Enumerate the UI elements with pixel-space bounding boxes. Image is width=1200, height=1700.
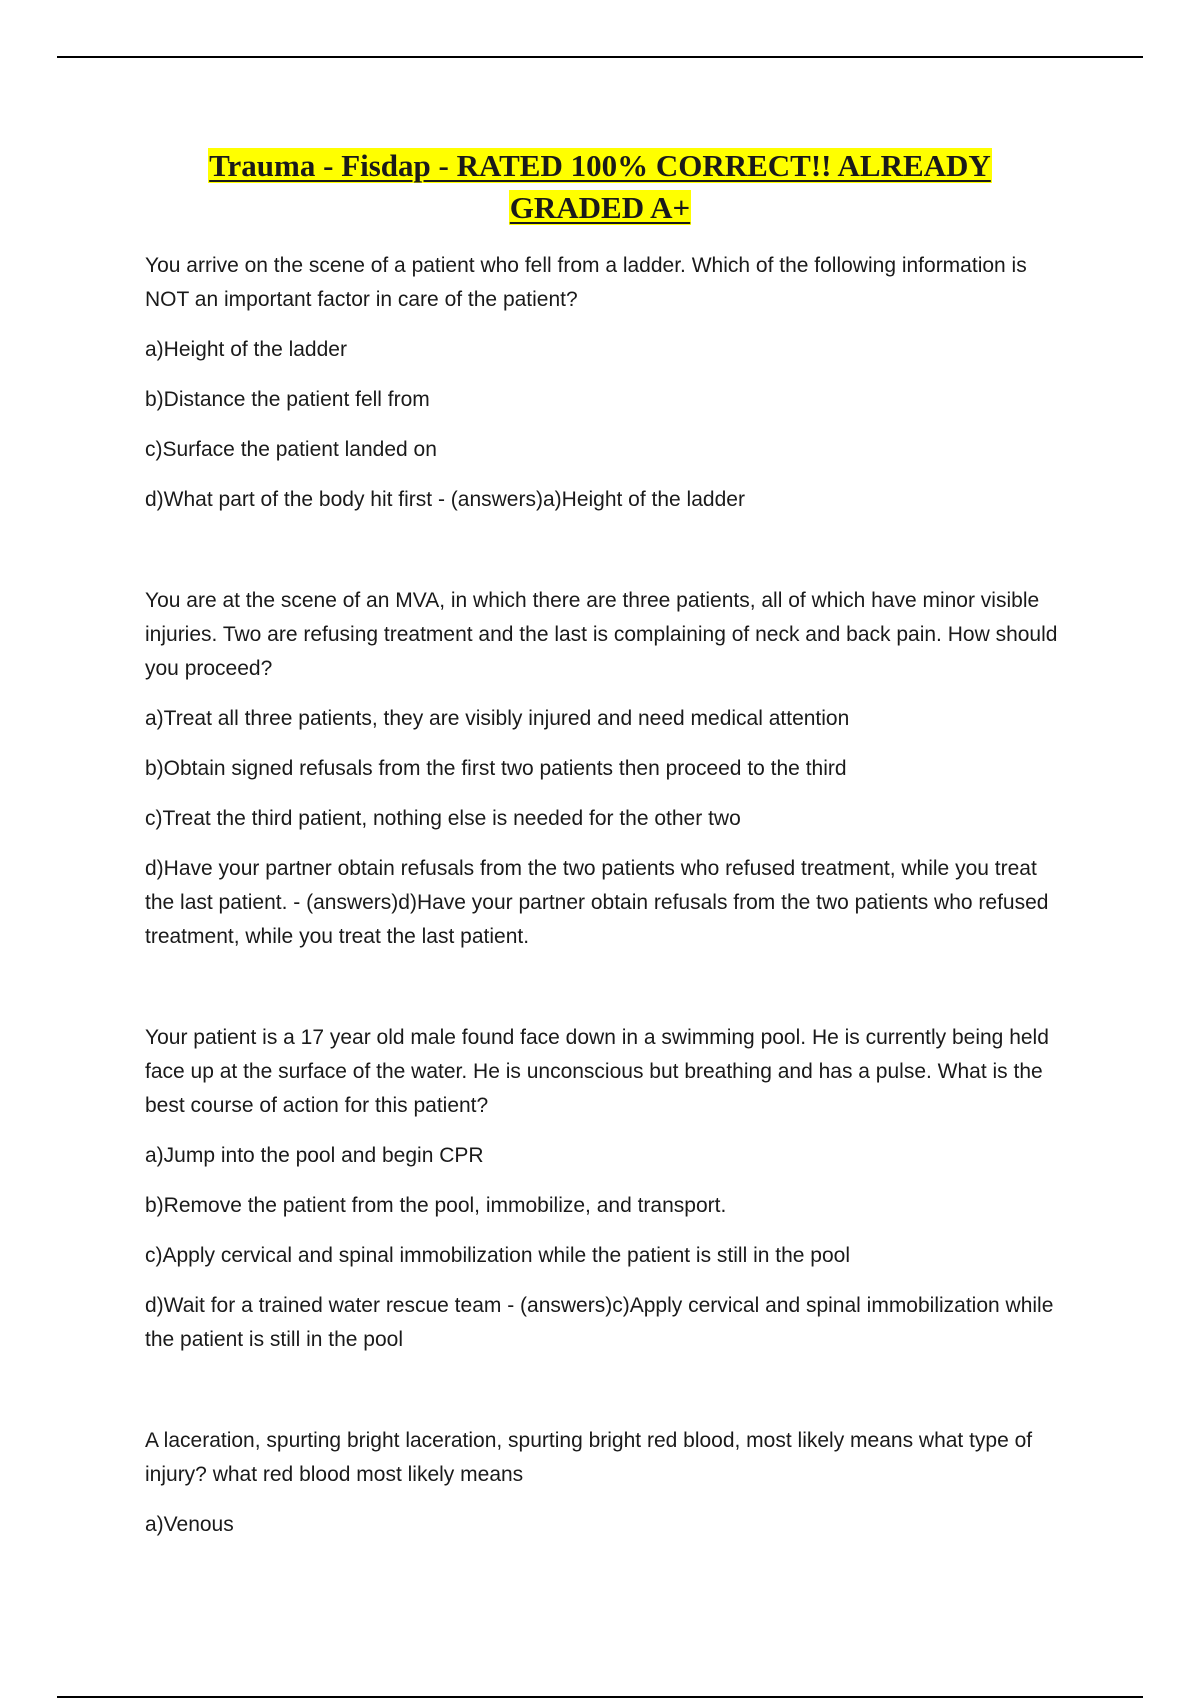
question-text: A laceration, spurting bright laceration, spurting bright red blood, most likely means what type of injury? what red blood most likely means bbox=[145, 1429, 1033, 1486]
question-block bbox=[145, 584, 1065, 954]
option-a: a)Treat all three patients, they are visibly injured and need medical attention bbox=[145, 707, 850, 730]
option-c: c)Treat the third patient, nothing else is needed for the other two bbox=[145, 807, 741, 830]
question-block bbox=[145, 1021, 1065, 1357]
title-line-1: Trauma - Fisdap - RATED 100% CORRECT!! ALREADY bbox=[209, 148, 991, 183]
option-d-answer: d)Have your partner obtain refusals from the two patients who refused treatment, while you treat the last patient. - (answers)d)Have your partner obtain refusals from the two patients who refused treatment, while you treat the last patient. bbox=[145, 857, 1049, 948]
option-a: a)Venous bbox=[145, 1513, 234, 1536]
question-text: Your patient is a 17 year old male found face down in a swimming pool. He is currently being held face up at the surface of the water. He is unconscious but breathing and has a pulse. What is the best course of action for this patient? bbox=[145, 1026, 1049, 1117]
page-title bbox=[0, 145, 1200, 229]
question-list bbox=[145, 249, 1065, 1609]
option-a: a)Height of the ladder bbox=[145, 338, 347, 361]
top-rule bbox=[57, 56, 1143, 58]
title-line-2: GRADED A+ bbox=[509, 190, 691, 225]
option-d-answer: d)What part of the body hit first - (answers)a)Height of the ladder bbox=[145, 488, 745, 511]
option-b: b)Remove the patient from the pool, immobilize, and transport. bbox=[145, 1194, 727, 1217]
question-block bbox=[145, 249, 1065, 517]
option-d-answer: d)Wait for a trained water rescue team - (answers)c)Apply cervical and spinal immobilization while the patient is still in the pool bbox=[145, 1294, 1054, 1351]
question-block bbox=[145, 1424, 1065, 1542]
option-b: b)Obtain signed refusals from the first two patients then proceed to the third bbox=[145, 757, 847, 780]
option-b: b)Distance the patient fell from bbox=[145, 388, 430, 411]
question-text: You are at the scene of an MVA, in which there are three patients, all of which have minor visible injuries. Two are refusing treatment and the last is complaining of neck and back pain. How should you proceed? bbox=[145, 589, 1058, 680]
option-a: a)Jump into the pool and begin CPR bbox=[145, 1144, 484, 1167]
option-c: c)Surface the patient landed on bbox=[145, 438, 437, 461]
question-text: You arrive on the scene of a patient who fell from a ladder. Which of the following information is NOT an important factor in care of the patient? bbox=[145, 254, 1027, 311]
bottom-rule bbox=[57, 1696, 1143, 1698]
option-c: c)Apply cervical and spinal immobilization while the patient is still in the pool bbox=[145, 1244, 851, 1267]
